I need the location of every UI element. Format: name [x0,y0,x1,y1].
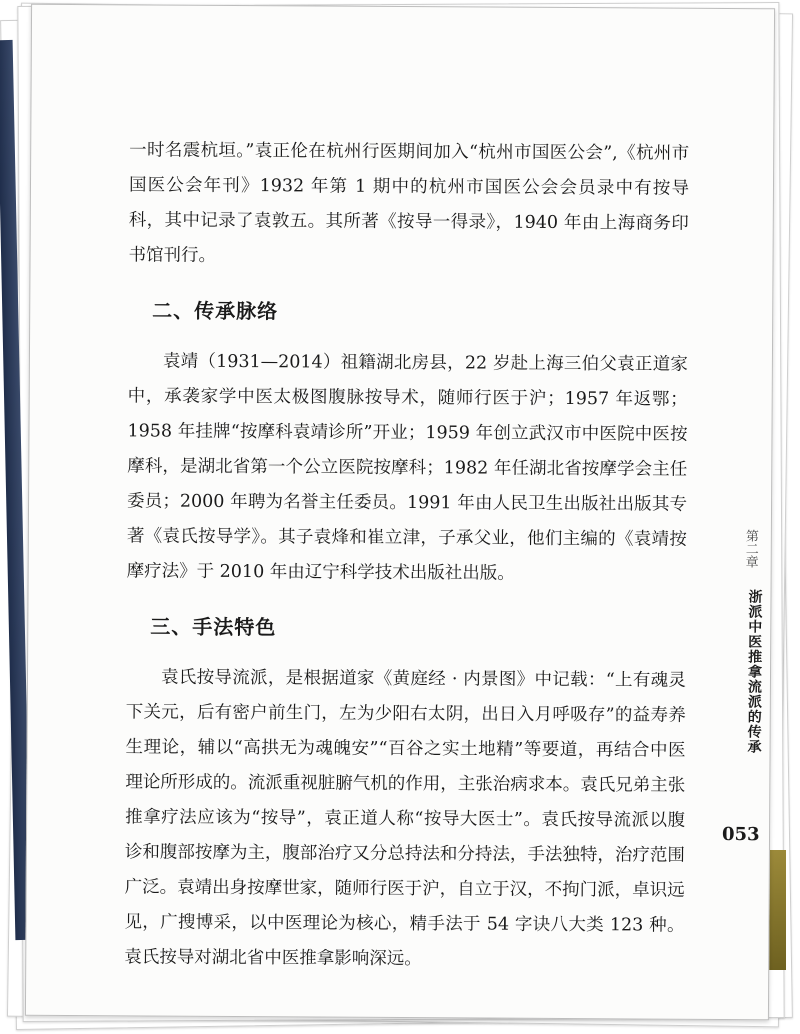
page-number: 053 [721,823,760,846]
section-heading-technique: 三、手法特色 [150,614,277,640]
side-chapter-label: 第二章 [742,529,758,569]
technique-paragraph: 袁氏按导流派，是根据道家《黄庭经 · 内景图》中记载：“上有魂灵下关元，后有密户前生门，左为少阳右太阴，出日入月呼吸存”的益寿养生理论，辅以“高拱无为魂魄安”“百谷之实土地精”等要道，再结合中医理论所形成的。流派重视脏腑气机的作用，主张治病求本。袁氏兄弟主张推拿疗法应该为“按导”，袁正道人称“按导大医士”。袁氏按导流派以腹诊和腹部按摩为主，腹部治疗又分总持法和分持法，手法独特，治疗范围广泛。袁靖出身按摩世家，随师行医于沪，自立于汉，不拘门派，卓识远见，广搜博采，以中医理论为核心，精手法于 54 字诀八大类 123 种。袁氏按导对湖北省中医推拿影响深远。 [124,667,687,970]
book-page [25,4,775,1021]
page-body [124,133,689,978]
side-chapter-title: 浙派中医推拿流派的传承 [745,589,763,755]
section-heading-lineage: 二、传承脉络 [152,298,279,324]
lineage-paragraph: 袁靖（1931—2014）祖籍湖北房县，22 岁赴上海三伯父袁正道家中，承袭家学中医太极图腹脉按导术，随师行医于沪；1957 年返鄂；1958 年挂牌“按摩科袁靖诊所”开业；1959 年创立武汉市中医院中医按摩科，是湖北省第一个公立医院按摩科；1982 年任湖北省按摩学会主任委员；2000 年聘为名誉主任委员。1991 年由人民卫生出版社出版其专著《袁氏按导学》。其子袁烽和崔立津，子承父业，他们主编的《袁靖按摩疗法》于 2010 年由辽宁科学技术出版社出版。 [126,351,688,584]
intro-paragraph: 一时名震杭垣。”袁正伦在杭州行医期间加入“杭州市国医公会”,《杭州市国医公会年刊》1932 年第 1 期中的杭州市国医公会会员录中有按导科，其中记录了袁敦五。其所著《按导一得录》，1940 年由上海商务印书馆刊行。 [128,140,690,266]
